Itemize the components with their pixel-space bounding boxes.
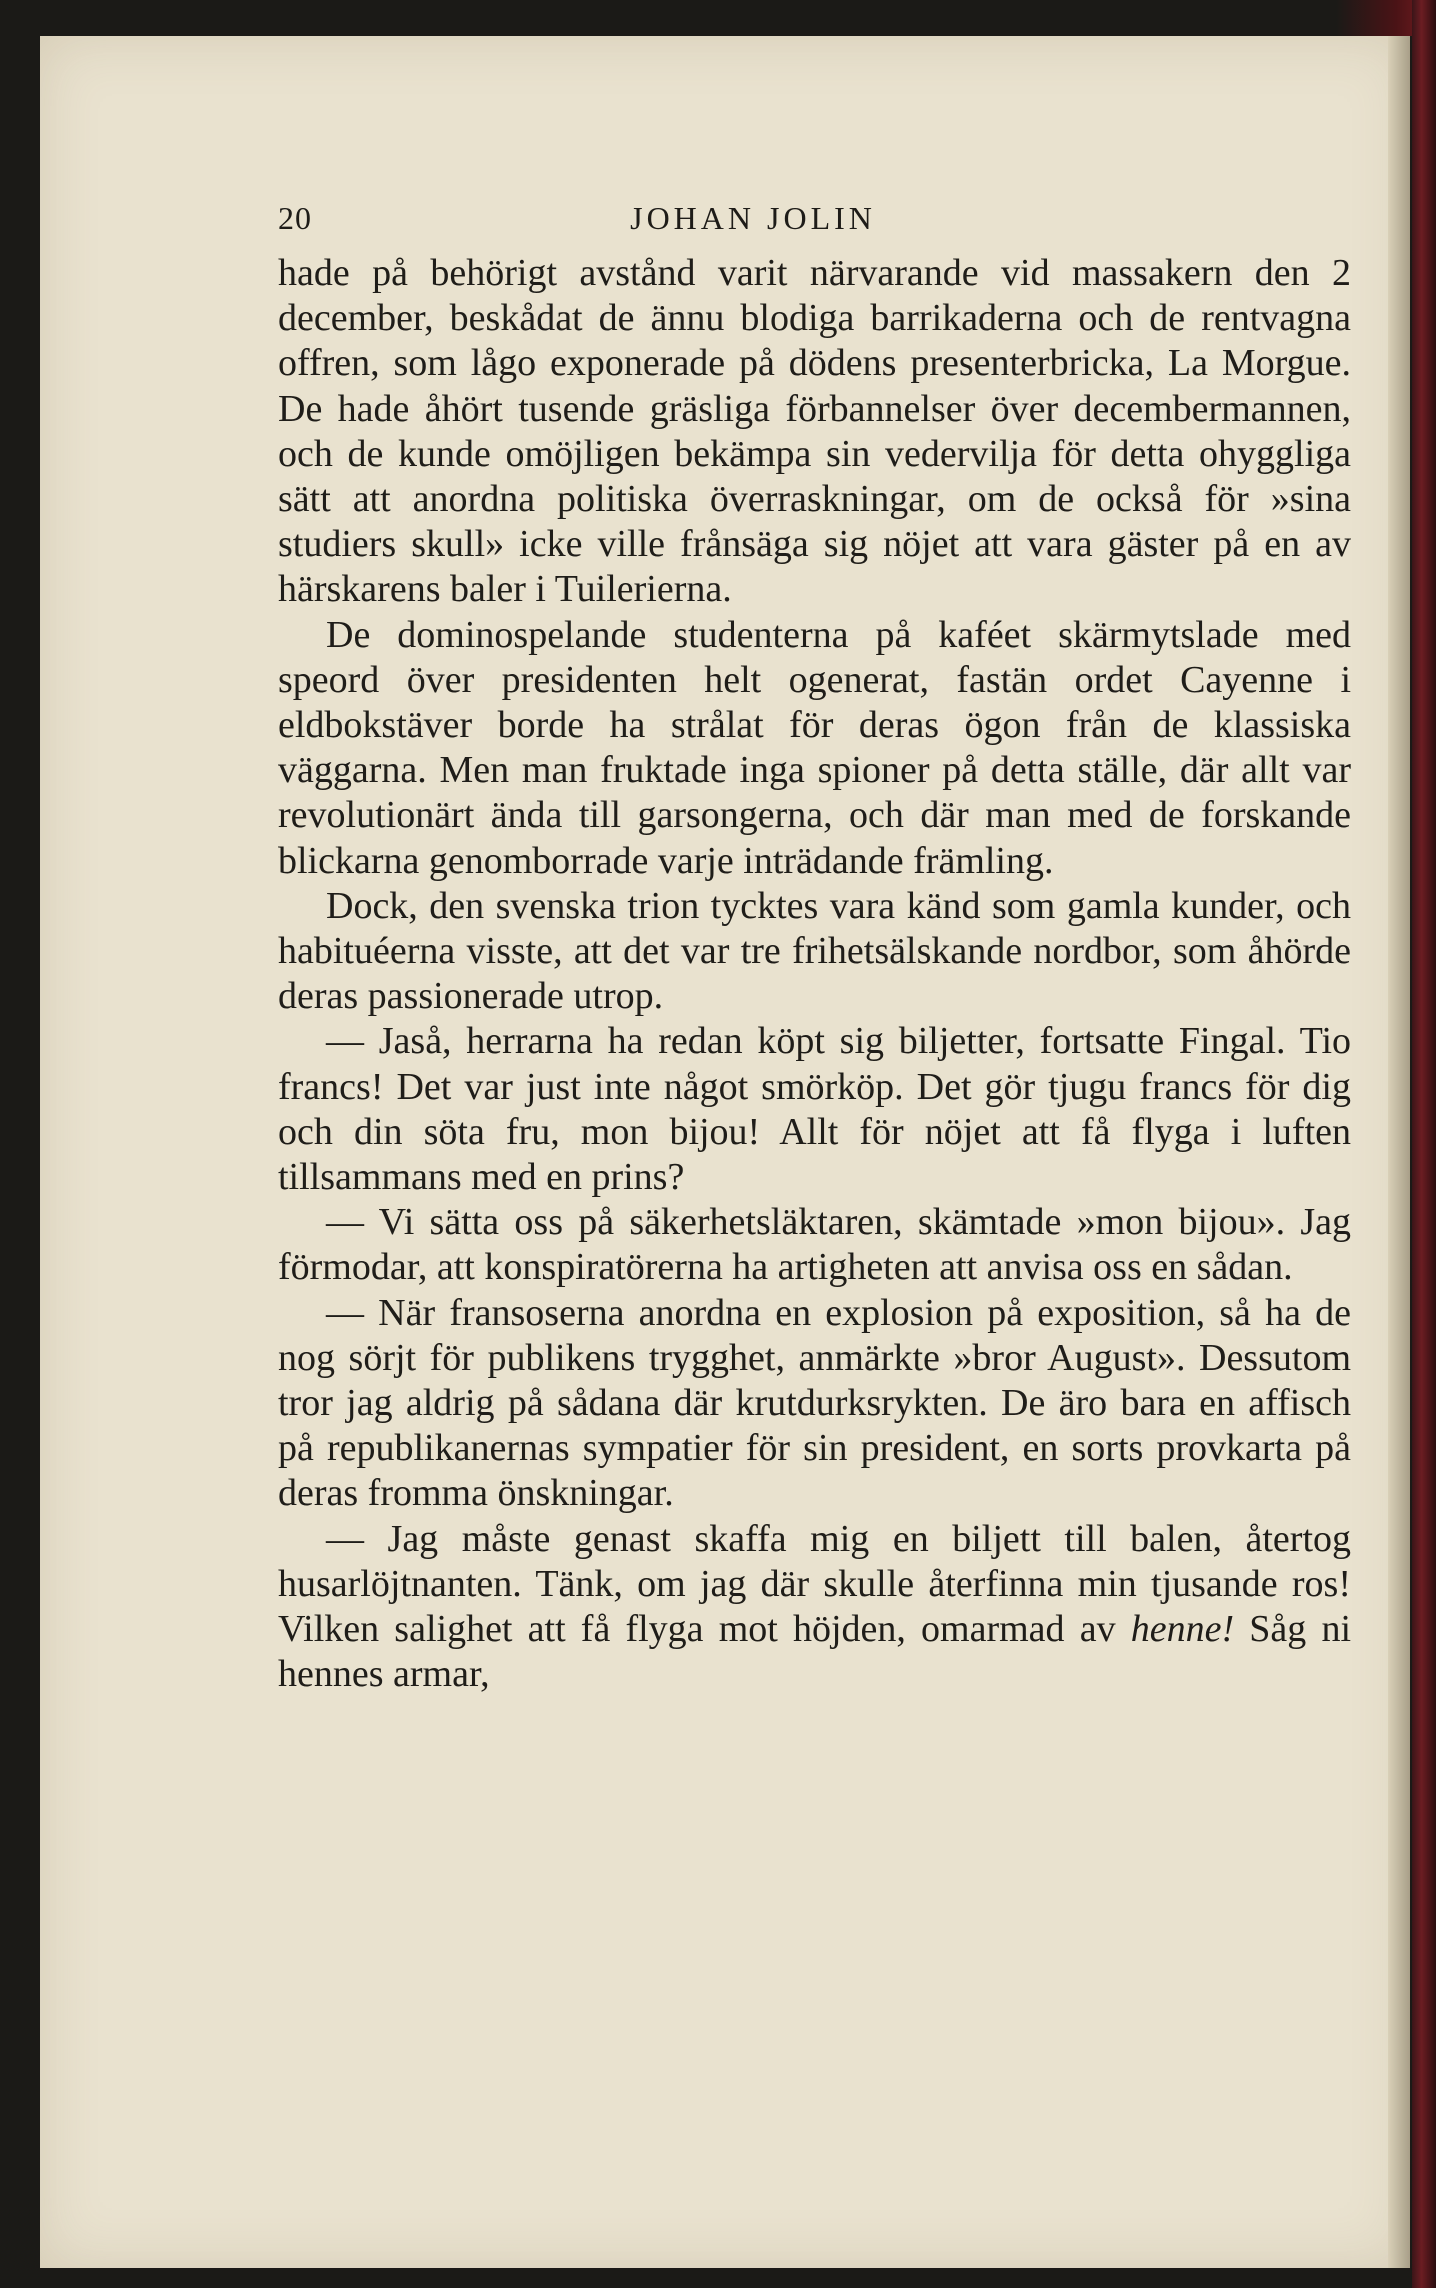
paragraph-7-text-before-italic: — Jag måste genast skaffa mig en biljett till balen, återtog husarlöjtnanten. Tänk, om jag där skulle återfinna min tjusande ros! Vilken salighet att få flyga mot höjden, omarmad av [278, 1517, 1351, 1651]
running-header [278, 200, 1348, 250]
paragraph-4: — Jaså, herrarna ha redan köpt sig biljetter, fortsatte Fingal. Tio francs! Det var just inte något smörköp. Det gör tjugu francs för dig och din söta fru, mon bijou! Allt för nöjet att få flyga i luften tillsammans med en prins? [278, 1020, 1351, 1199]
paragraph-7-italic-word: henne! [1130, 1608, 1235, 1651]
paragraph-1: hade på behörigt avstånd varit närvarande vid massakern den 2 december, beskådat de ännu blodiga barrikaderna och de rentvagna offren, som lågo exponerade på dödens presenterbricka, La Morgue. De hade åhört tusende gräsliga förbannelser över decembermannen, och de kunde omöjligen bekämpa sin vedervilja för detta ohyggliga sätt att anordna politiska överraskningar, om de också för »sina studiers skull» icke ville frånsäga sig nöjet att vara gäster på en av härskarens baler i Tuilerierna. [278, 252, 1351, 611]
page-body-text [278, 251, 1351, 1698]
book-binding-edge [1412, 0, 1436, 2288]
paragraph-6: — När fransoserna anordna en explosion på exposition, så ha de nog sörjt för publikens trygghet, anmärkte »bror August». Dessutom tror jag aldrig på sådana där krutdurksrykten. De äro bara en affisch på republikanernas sympatier för sin president, en sorts provkarta på deras fromma önskningar. [278, 1291, 1351, 1515]
page-number: 20 [278, 200, 312, 236]
running-title: JOHAN JOLIN [630, 200, 876, 236]
paragraph-2: De dominospelande studenterna på kaféet skärmytslade med speord över presidenten helt ogenerat, fastän ordet Cayenne i eldbokstäver borde ha strålat för deras ögon från de klassiska väggarna. Men man fruktade inga spioner på detta ställe, där allt var revolutionärt ända till garsongerna, och där man med de forskande blickarna genomborrade varje inträdande främling. [278, 613, 1351, 882]
page-edge [1388, 36, 1410, 2268]
paragraph-7-text-after-italic: Såg ni hennes armar, [278, 1608, 1351, 1696]
paragraph-3: Dock, den svenska trion tycktes vara känd som gamla kunder, och habituéerna visste, att det var tre frihetsälskande nordbor, som åhörde deras passionerade utrop. [278, 884, 1351, 1018]
paragraph-5: — Vi sätta oss på säkerhetsläktaren, skämtade »mon bijou». Jag förmodar, att konspiratörerna ha artigheten att anvisa oss en sådan. [278, 1201, 1351, 1289]
paragraph-7 [278, 1517, 1351, 1698]
